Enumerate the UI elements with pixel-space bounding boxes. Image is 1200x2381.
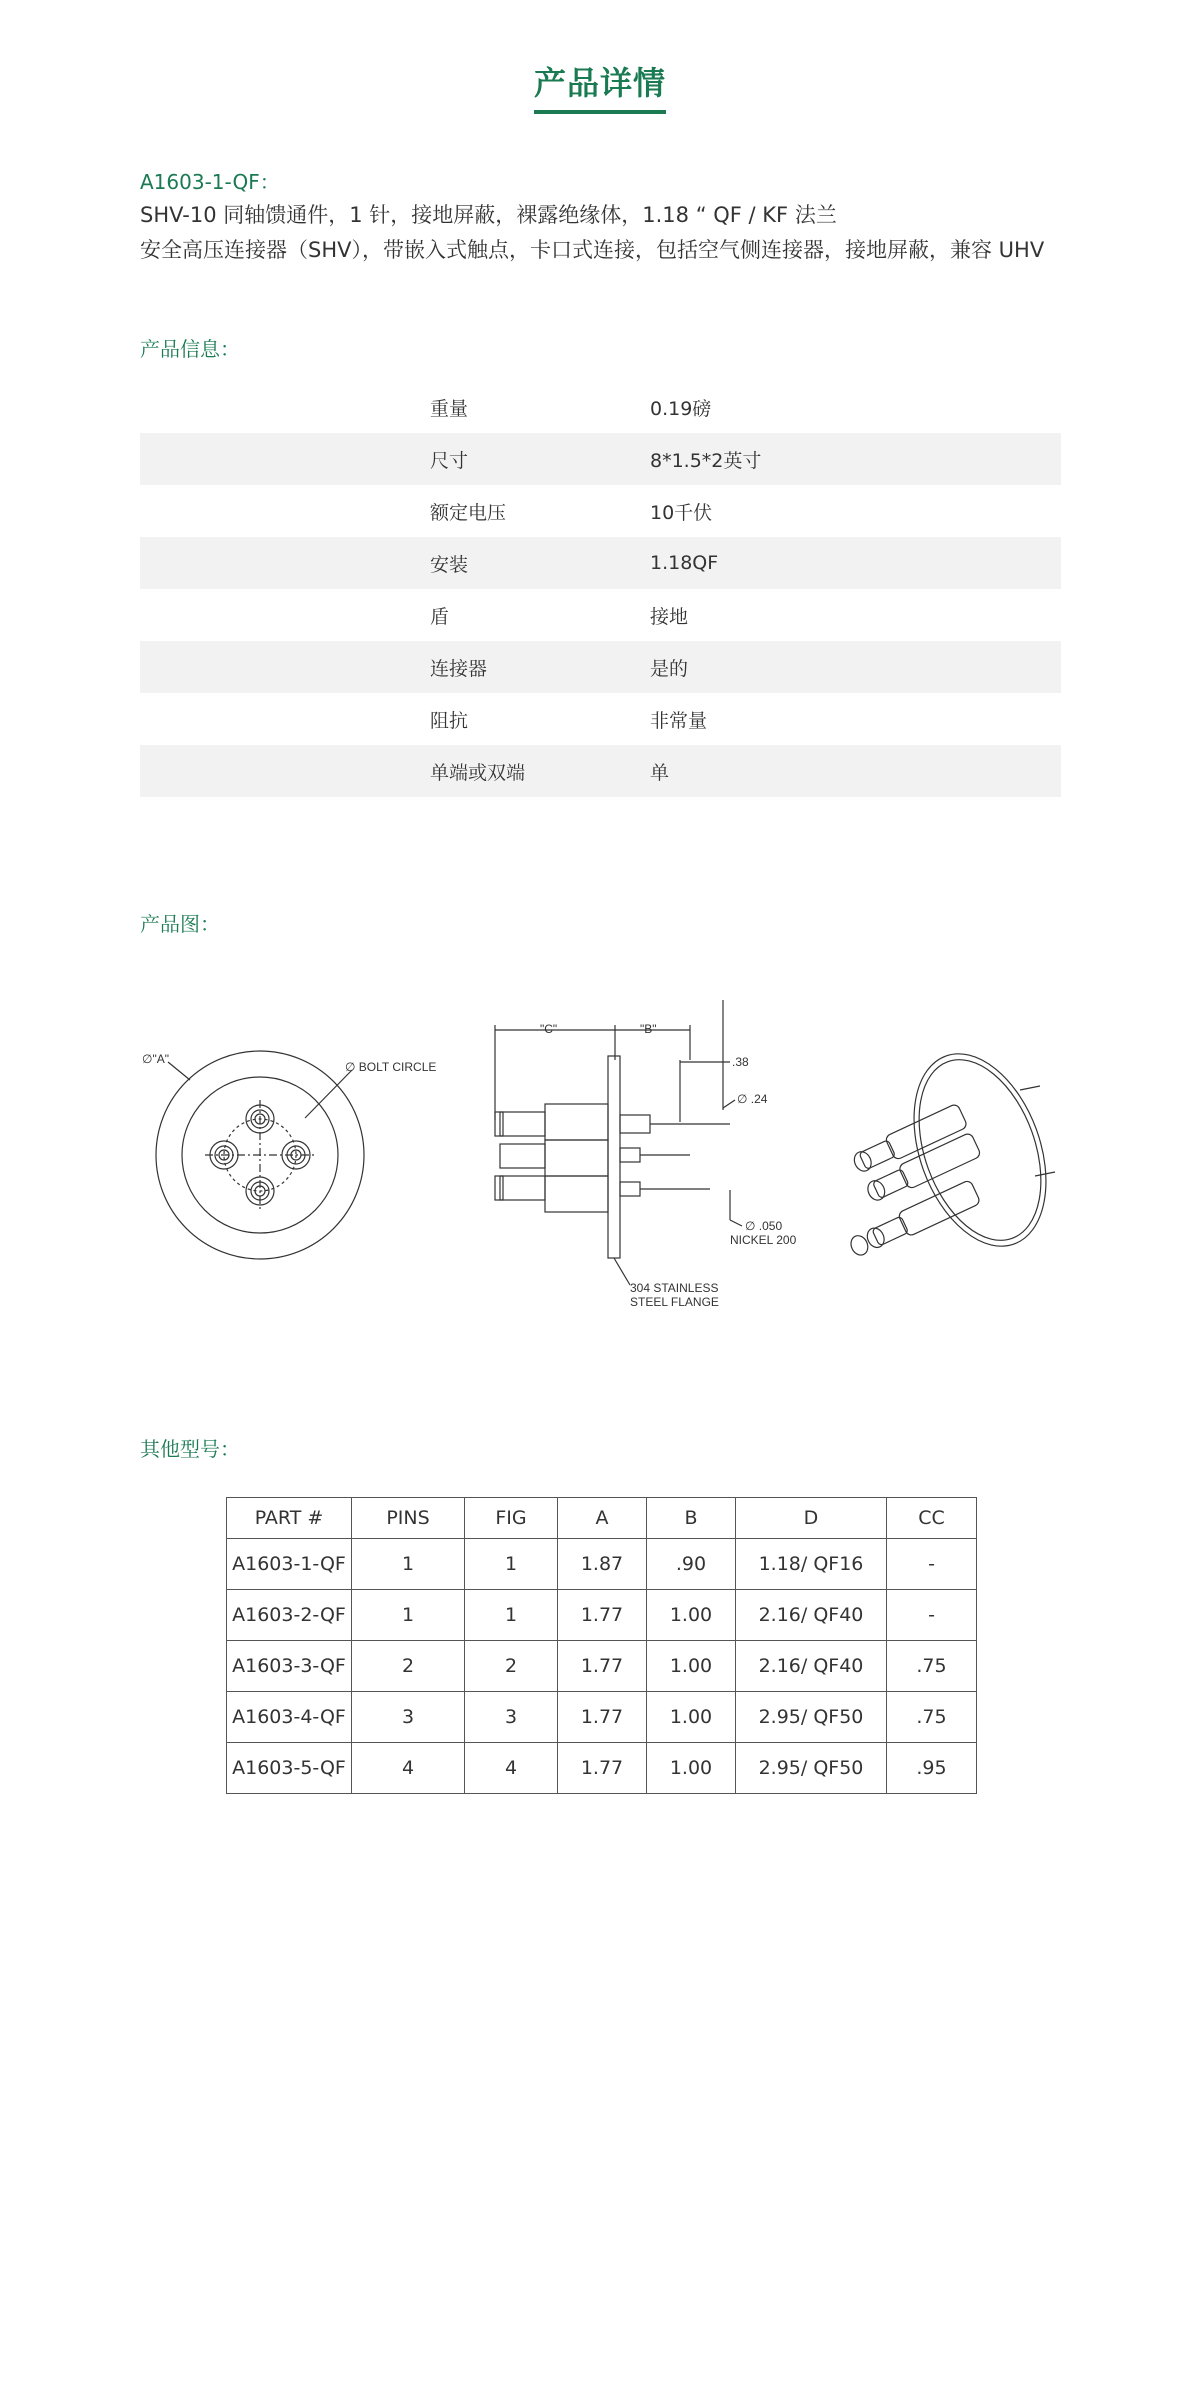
info-value: 接地 bbox=[650, 605, 689, 628]
cell-pins: 3 bbox=[352, 1692, 465, 1743]
cell-a: 1.87 bbox=[558, 1539, 647, 1590]
info-key: 单端或双端 bbox=[140, 745, 650, 797]
info-section-label: 产品信息： bbox=[140, 337, 240, 361]
cell-fig: 4 bbox=[465, 1743, 558, 1794]
front-view-figure bbox=[142, 1051, 436, 1259]
drawing-section-label: 产品图： bbox=[140, 912, 220, 936]
cell-part: A1603-1-QF bbox=[227, 1539, 352, 1590]
other-models-table bbox=[226, 1497, 977, 1794]
info-row bbox=[140, 433, 1061, 485]
side-view-figure bbox=[495, 1000, 797, 1309]
product-description-line2: 安全高压连接器（SHV），带嵌入式触点，卡口式连接，包括空气侧连接器，接地屏蔽，兼容 UHV bbox=[140, 238, 1045, 262]
col-header-b: B bbox=[647, 1498, 736, 1539]
cell-b: 1.00 bbox=[647, 1743, 736, 1794]
cell-cc: .75 bbox=[887, 1641, 977, 1692]
table-row bbox=[227, 1692, 977, 1743]
cell-d: 1.18/ QF16 bbox=[736, 1539, 887, 1590]
nickel-label: NICKEL 200 bbox=[730, 1233, 797, 1247]
info-row bbox=[140, 693, 1061, 745]
cell-a: 1.77 bbox=[558, 1641, 647, 1692]
cell-pins: 1 bbox=[352, 1590, 465, 1641]
col-header-fig: FIG bbox=[465, 1498, 558, 1539]
info-key: 安装 bbox=[140, 537, 650, 589]
info-key: 尺寸 bbox=[140, 433, 650, 485]
cell-cc: .95 bbox=[887, 1743, 977, 1794]
cell-a: 1.77 bbox=[558, 1590, 647, 1641]
dim-b-label: "B" bbox=[640, 1022, 657, 1036]
cell-part: A1603-4-QF bbox=[227, 1692, 352, 1743]
col-header-part: PART # bbox=[227, 1498, 352, 1539]
dia-a-label: ∅"A" bbox=[142, 1052, 169, 1066]
cell-fig: 1 bbox=[465, 1539, 558, 1590]
model-label: A1603-1-QF： bbox=[140, 170, 280, 194]
info-row bbox=[140, 537, 1061, 589]
info-value: 8*1.5*2英寸 bbox=[650, 433, 1061, 485]
dim-38-label: .38 bbox=[732, 1055, 749, 1069]
cell-part: A1603-2-QF bbox=[227, 1590, 352, 1641]
col-header-d: D bbox=[736, 1498, 887, 1539]
cell-b: 1.00 bbox=[647, 1692, 736, 1743]
info-value: 是的 bbox=[650, 641, 1061, 693]
product-info-table bbox=[140, 381, 1061, 797]
info-value: 0.19磅 bbox=[650, 397, 712, 420]
dim-c-label: "C" bbox=[540, 1022, 558, 1036]
cell-pins: 4 bbox=[352, 1743, 465, 1794]
col-header-a: A bbox=[558, 1498, 647, 1539]
info-key: 阻抗 bbox=[430, 709, 469, 732]
table-row bbox=[227, 1743, 977, 1794]
cell-d: 2.16/ QF40 bbox=[736, 1590, 887, 1641]
page-title: 产品详情 bbox=[534, 58, 666, 114]
info-value: 单 bbox=[650, 745, 1061, 797]
cell-fig: 2 bbox=[465, 1641, 558, 1692]
info-key: 重量 bbox=[430, 397, 469, 420]
info-row bbox=[140, 589, 1061, 641]
table-row bbox=[227, 1590, 977, 1641]
dim-24-label: ∅ .24 bbox=[737, 1092, 768, 1106]
table-row bbox=[227, 1641, 977, 1692]
isometric-view-figure bbox=[847, 1036, 1070, 1265]
cell-b: 1.00 bbox=[647, 1590, 736, 1641]
models-section-label: 其他型号： bbox=[140, 1437, 240, 1461]
cell-a: 1.77 bbox=[558, 1692, 647, 1743]
cell-d: 2.95/ QF50 bbox=[736, 1743, 887, 1794]
product-drawing bbox=[130, 1000, 1070, 1320]
cell-cc: - bbox=[887, 1539, 977, 1590]
flange-label-line2: STEEL FLANGE bbox=[630, 1295, 719, 1309]
info-row bbox=[140, 485, 1061, 537]
table-row bbox=[227, 1539, 977, 1590]
info-value: 10千伏 bbox=[650, 501, 713, 524]
info-row bbox=[140, 641, 1061, 693]
cell-d: 2.16/ QF40 bbox=[736, 1641, 887, 1692]
cell-b: 1.00 bbox=[647, 1641, 736, 1692]
info-value: 1.18QF bbox=[650, 537, 1061, 589]
cell-fig: 3 bbox=[465, 1692, 558, 1743]
cell-cc: .75 bbox=[887, 1692, 977, 1743]
flange-label-line1: 304 STAINLESS bbox=[630, 1281, 719, 1295]
col-header-cc: CC bbox=[887, 1498, 977, 1539]
dim-050-label: ∅ .050 bbox=[745, 1219, 783, 1233]
table-header-row bbox=[227, 1498, 977, 1539]
col-header-pins: PINS bbox=[352, 1498, 465, 1539]
page-title-wrap bbox=[0, 58, 1200, 114]
product-description-line1: SHV-10 同轴馈通件，1 针，接地屏蔽，裸露绝缘体，1.18 “ QF / KF 法兰 bbox=[140, 203, 837, 227]
info-key: 额定电压 bbox=[430, 501, 507, 524]
cell-b: .90 bbox=[647, 1539, 736, 1590]
cell-pins: 2 bbox=[352, 1641, 465, 1692]
info-row bbox=[140, 745, 1061, 797]
cell-fig: 1 bbox=[465, 1590, 558, 1641]
cell-a: 1.77 bbox=[558, 1743, 647, 1794]
info-key: 盾 bbox=[430, 605, 450, 628]
cell-cc: - bbox=[887, 1590, 977, 1641]
cell-part: A1603-5-QF bbox=[227, 1743, 352, 1794]
info-key: 连接器 bbox=[140, 641, 650, 693]
info-row bbox=[140, 381, 1061, 433]
cell-pins: 1 bbox=[352, 1539, 465, 1590]
info-value: 非常量 bbox=[650, 709, 708, 732]
cell-part: A1603-3-QF bbox=[227, 1641, 352, 1692]
cell-d: 2.95/ QF50 bbox=[736, 1692, 887, 1743]
bolt-circle-label: ∅ BOLT CIRCLE bbox=[345, 1060, 437, 1074]
